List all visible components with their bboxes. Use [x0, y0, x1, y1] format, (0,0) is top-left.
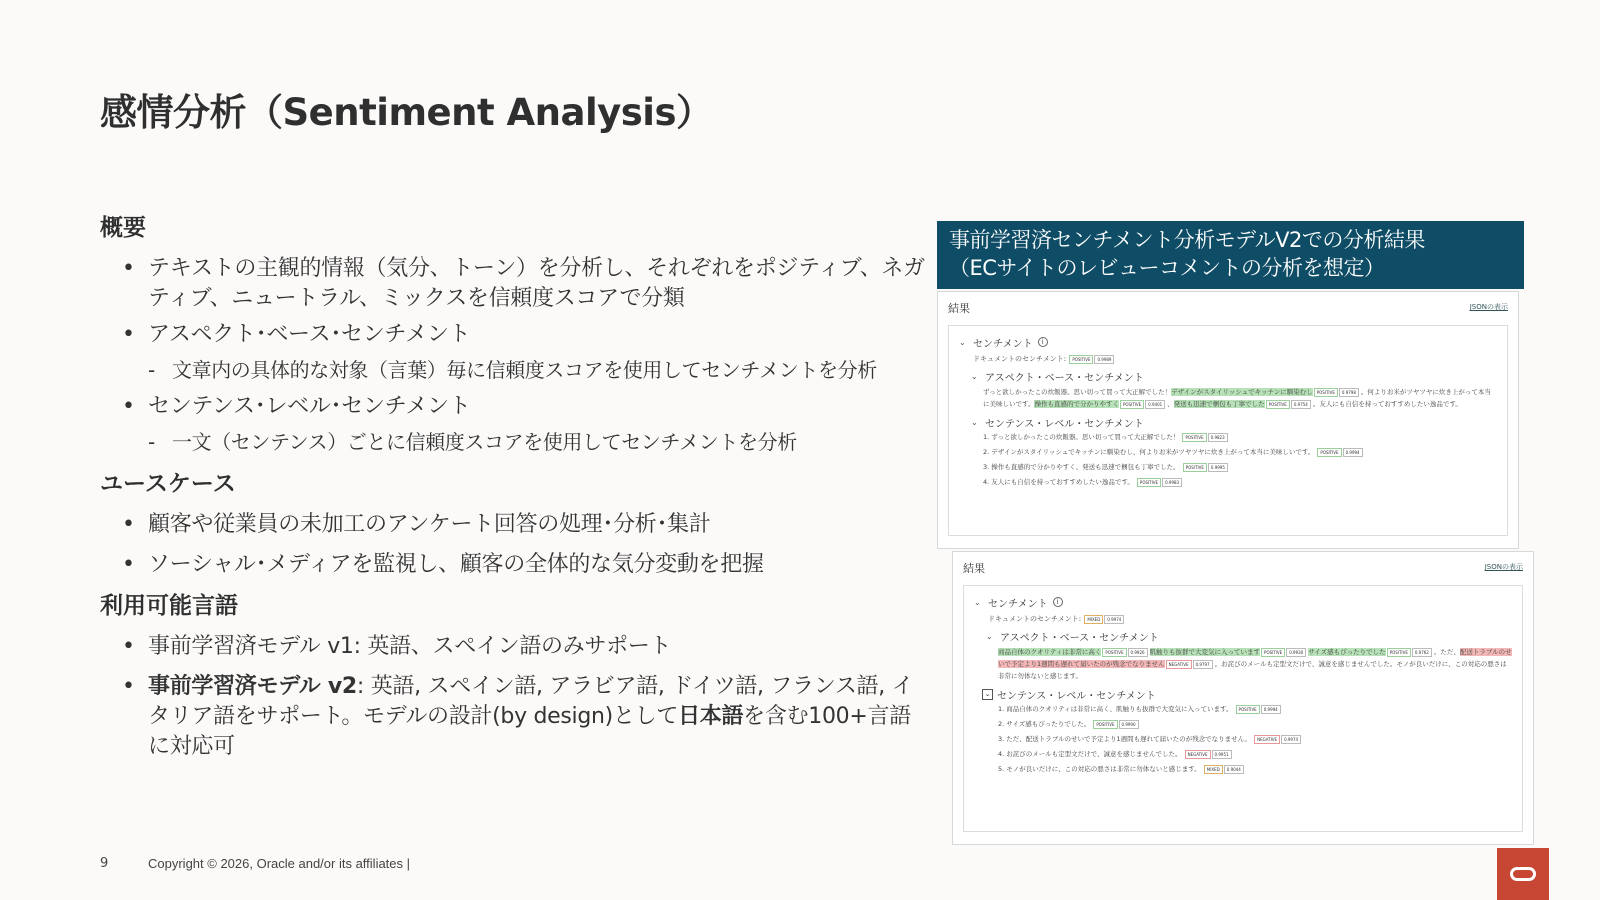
v2-label: 事前学習済モデル v2	[148, 674, 357, 699]
sentence-row: 1. ずっと欲しかったこの炊飯器。思い切って買って大正解でした！ POSITIVE 0.9823	[983, 430, 1497, 445]
aspect-text-segment: ずっと欲しかったこの炊飯器。思い切って買って大正解でした！	[983, 388, 1172, 396]
panel1-doc-score: 0.9989	[1094, 355, 1114, 364]
panel2-aspect-toggle[interactable]	[986, 628, 1512, 644]
chevron-down-icon: ⌄	[986, 631, 993, 641]
result-panel-mixed	[952, 551, 1534, 845]
chevron-down-icon: ⌄	[971, 417, 978, 427]
aspect-text-segment: 。何よりお米がツヤツヤに炊き上がって本当に美味しいです。	[983, 388, 1491, 408]
aspect-text-segment: 。友人にも自信を持っておすすめしたい逸品です。	[1312, 400, 1462, 408]
banner-line-1: 事前学習済センチメント分析モデルV2での分析結果	[949, 228, 1425, 252]
panel2-doc-label: ドキュメントのセンチメント:	[988, 615, 1082, 623]
panel1-aspect-text: ずっと欲しかったこの炊飯器。思い切って買って大正解でした！デザインがスタイリッシュでキッチンに馴染むし POSITIVE 0.9798 。何よりお米がツヤツヤに炊き上がって本当に美味しいです。操作も直感的で分かりやすく POSITIVE 0.9401 、発送も迅速で梱包も丁寧でした POSITIVE 0.9754 。友人にも自信を持っておすすめしたい逸品です。	[983, 388, 1491, 408]
aspect-highlight: 発送も迅速で梱包も丁寧でした	[1173, 400, 1265, 408]
panel1-aspect-toggle[interactable]	[971, 368, 1497, 384]
aspect-highlight: 操作も直感的で分かりやすく	[1034, 400, 1119, 408]
overview-sub-1: - 文章内の具体的な対象（言葉）毎に信頼度スコアを使用してセンチメントを分析	[100, 356, 930, 384]
sentence-row: 2. デザインがスタイリッシュでキッチンに馴染むし、何よりお米がツヤツヤに炊き上がって本当に美味しいです。 POSITIVE 0.9994	[983, 445, 1497, 460]
panel1-json-link[interactable]: JSONの表示	[1469, 303, 1508, 311]
overview-heading: 概要	[100, 215, 146, 241]
languages-bullet-v1: • 事前学習済モデル v1: 英語、スペイン語のみサポート	[100, 632, 930, 662]
aspect-text-segment: 。お詫びのメールも定型文だけで、誠意を感じませんでした。モノが良いだけに、この対応の悪さは非常に勿体ないと感じます。	[998, 660, 1507, 680]
overview-bullet-2: • アスペクト･ベース･センチメント	[100, 320, 930, 350]
overview-sub-2: - 一文（センテンス）ごとに信頼度スコアを使用してセンチメントを分析	[100, 428, 930, 456]
usecase-bullet-2: • ソーシャル･メディアを監視し、顧客の全体的な気分変動を把握	[100, 550, 930, 580]
overview-bullet-3: • センテンス･レベル･センチメント	[100, 392, 930, 422]
panel2-body	[963, 585, 1523, 832]
aspect-text-segment: 。ただ、	[1433, 648, 1460, 656]
overview-bullet-1: • テキストの主観的情報（気分、トーン）を分析し、それぞれをポジティブ、ネガティブ、ニュートラル、ミックスを信頼度スコアで分類	[100, 254, 930, 314]
panel1-doc-label: ドキュメントのセンチメント:	[973, 355, 1067, 363]
aspect-highlight: 肌触りも抜群で大変気に入っています	[1149, 648, 1261, 656]
panel1-sentiment-label: センチメント	[973, 338, 1033, 350]
info-icon: i	[1053, 597, 1063, 607]
page-number: 9	[100, 856, 109, 871]
panel1-doc-sentiment	[973, 354, 1497, 364]
collapse-box-icon: ⌄	[982, 689, 993, 700]
sentence-row: 3. 操作も直感的で分かりやすく、発送も迅速で梱包も丁寧でした。 POSITIVE 0.9995	[983, 460, 1497, 475]
v2-text-1: : 英語, スペイン語, アラビア語, ドイツ語, フランス語, イタリア語をサポート。モデルの設計(by design)として	[148, 674, 914, 729]
panel2-doc-tag: MIXED	[1084, 615, 1103, 624]
panel2-aspect-head: アスペクト・ベース・センチメント	[1000, 632, 1159, 644]
panel2-doc-sentiment	[988, 614, 1512, 624]
panel1-sentence-toggle[interactable]	[971, 414, 1497, 430]
panel1-aspect-head: アスペクト・ベース・センチメント	[985, 372, 1144, 384]
panel2-header: 結果	[963, 562, 985, 575]
chevron-down-icon: ⌄	[974, 597, 981, 607]
panel1-header: 結果	[948, 302, 970, 315]
chevron-down-icon: ⌄	[971, 371, 978, 381]
result-banner	[937, 221, 1524, 289]
sentence-row: 3. ただ、配送トラブルのせいで予定より1週間も遅れて届いたのが残念でなりません。 NEGATIVE 0.9974	[998, 732, 1512, 747]
aspect-highlight: デザインがスタイリッシュでキッチンに馴染むし	[1171, 388, 1313, 396]
result-panel-positive	[937, 291, 1519, 549]
v2-text-2: を含む100+言語に対応可	[148, 704, 911, 759]
banner-line-2: （ECサイトのレビューコメントの分析を想定）	[949, 256, 1385, 280]
sentence-row: 5. モノが良いだけに、この対応の悪さは非常に勿体ないと感じます。 MIXED 0.9044	[998, 762, 1512, 777]
sentence-row: 2. サイズ感もぴったりでした。 POSITIVE 0.9990	[998, 717, 1512, 732]
aspect-highlight: 商品自体のクオリティは非常に高く	[998, 648, 1102, 656]
v2-japanese: 日本語	[678, 704, 744, 729]
aspect-highlight-negative: 配送トラブルのせいで予定より1週間も遅れて届いたのが残念でなりません	[998, 648, 1512, 668]
panel1-body	[948, 325, 1508, 536]
panel2-sentence-head: センテンス・レベル・センチメント	[997, 690, 1156, 702]
sentence-row: 4. 友人にも自信を持っておすすめしたい逸品です。 POSITIVE 0.9983	[983, 475, 1497, 490]
oracle-ring-icon	[1510, 867, 1536, 881]
left-content	[100, 208, 930, 768]
aspect-highlight: サイズ感もぴったりでした	[1308, 648, 1386, 656]
languages-heading: 利用可能言語	[100, 593, 238, 619]
sentence-row: 4. お詫びのメールも定型文だけで、誠意を感じませんでした。 NEGATIVE 0.9951	[998, 747, 1512, 762]
slide-title: 感情分析（Sentiment Analysis）	[100, 91, 713, 134]
panel2-json-link[interactable]: JSONの表示	[1484, 563, 1523, 571]
info-icon: i	[1038, 337, 1048, 347]
usecase-bullet-1: • 顧客や従業員の未加工のアンケート回答の処理･分析･集計	[100, 510, 930, 540]
aspect-text-segment: 、	[1167, 400, 1174, 408]
usecase-heading: ユースケース	[100, 471, 236, 497]
copyright: Copyright © 2026, Oracle and/or its affiliates |	[148, 856, 411, 871]
panel1-sentence-head: センテンス・レベル・センチメント	[985, 418, 1144, 430]
panel2-doc-score: 0.9974	[1104, 615, 1124, 624]
panel1-sentiment-toggle[interactable]	[959, 334, 1497, 350]
chevron-down-icon: ⌄	[959, 337, 966, 347]
panel2-sentence-toggle[interactable]	[982, 686, 1512, 702]
languages-bullet-v2	[100, 672, 930, 762]
panel2-sentiment-toggle[interactable]	[974, 594, 1512, 610]
oracle-logo	[1497, 848, 1549, 900]
panel1-doc-tag: POSITIVE	[1069, 355, 1093, 364]
panel2-aspect-text: 商品自体のクオリティは非常に高く POSITIVE 0.9926 肌触りも抜群で大変気に入っています POSITIVE 0.9930 サイズ感もぴったりでした POSITIVE 0.9762 。ただ、配送トラブルのせいで予定より1週間も遅れて届いたのが残念でなりません NEGATIVE 0.9797 。お詫びのメールも定型文だけで、誠意を感じませんでした。モノが良いだけに、この対応の悪さは非常に勿体ないと感じます。	[998, 648, 1512, 680]
sentence-row: 1. 商品自体のクオリティは非常に高く、肌触りも抜群で大変気に入っています。 POSITIVE 0.9994	[998, 702, 1512, 717]
panel2-sentiment-label: センチメント	[988, 598, 1048, 610]
